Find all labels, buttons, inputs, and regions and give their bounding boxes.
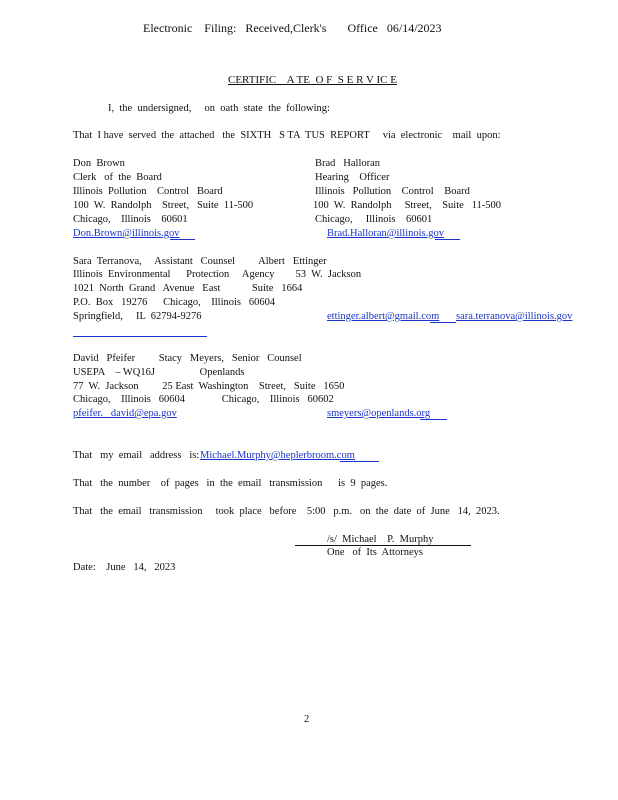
email-link-meyers[interactable]: smeyers@openlands.org [327, 408, 431, 419]
recipient-line: Illinois Environmental Protection Agency 53 W. Jackson [73, 269, 362, 280]
email-underline [170, 239, 195, 240]
recipient-org: Illinois Pollution Control Board [315, 186, 470, 197]
email-link-murphy[interactable]: Michael.Murphy@heplerbroom.com [200, 450, 355, 461]
recipient-line: Chicago, Illinois 60604 Chicago, Illinois 60602 [73, 394, 334, 405]
recipient-address: 100 W. Randolph Street, Suite 11-500 [313, 200, 502, 211]
recipient-address: 100 W. Randolph Street, Suite 11-500 [73, 200, 254, 211]
recipient-line: Springfield, IL 62794-9276 [73, 311, 202, 322]
filing-header: Electronic Filing: Received,Clerk's Office 06/14/2023 [143, 21, 442, 35]
recipient-line: USEPA – WQ16J Openlands [73, 367, 245, 378]
time-statement: That the email transmission took place before 5:00 p.m. on the date of June 14, 2023. [73, 506, 500, 517]
email-prefix: That my email address is: [73, 450, 200, 461]
email-link-ettinger[interactable]: ettinger.albert@gmail.com [327, 311, 440, 322]
recipient-org: Illinois Pollution Control Board [73, 186, 223, 197]
signature-name: /s/ Michael P. Murphy [327, 534, 434, 545]
recipient-title: Clerk of the Board [73, 172, 162, 183]
email-underline [420, 419, 447, 420]
page-number: 2 [304, 714, 310, 725]
signature-role: One of Its Attorneys [327, 547, 423, 558]
email-underline [73, 336, 207, 337]
recipient-title: Hearing Officer [315, 172, 390, 183]
email-link-halloran[interactable]: Brad.Halloran@illinois.gov [327, 228, 444, 239]
email-underline [430, 322, 456, 323]
recipient-line: Sara Terranova, Assistant Counsel Albert Ettinger [73, 256, 327, 267]
date-line: Date: June 14, 2023 [73, 562, 176, 573]
recipient-city: Chicago, Illinois 60601 [315, 214, 433, 225]
email-link-terranova[interactable]: sara.terranova@illinois.gov [456, 311, 573, 322]
recipient-line: 77 W. Jackson 25 East Washington Street, Suite 1650 [73, 381, 345, 392]
recipient-name: Brad Halloran [315, 158, 381, 169]
served-statement: That I have served the attached the SIXTH S TA TUS REPORT via electronic mail upon: [73, 130, 501, 141]
email-underline [340, 461, 379, 462]
pages-statement: That the number of pages in the email transmission is 9 pages. [73, 478, 388, 489]
document-title: CERTIFIC A TE O F S E R V IC E [228, 74, 397, 86]
recipient-name: Don Brown [73, 158, 125, 169]
email-link-brown[interactable]: Don.Brown@illinois.gov [73, 228, 180, 239]
email-link-pfeifer[interactable]: pfeifer. david@epa.gov [73, 408, 177, 419]
recipient-city: Chicago, Illinois 60601 [73, 214, 188, 225]
recipient-line: David Pfeifer Stacy Meyers, Senior Counsel [73, 353, 302, 364]
recipient-line: P.O. Box 19276 Chicago, Illinois 60604 [73, 297, 276, 308]
recipient-line: 1021 North Grand Avenue East Suite 1664 [73, 283, 303, 294]
intro-statement: I, the undersigned, on oath state the following: [108, 103, 330, 114]
email-underline [435, 239, 460, 240]
